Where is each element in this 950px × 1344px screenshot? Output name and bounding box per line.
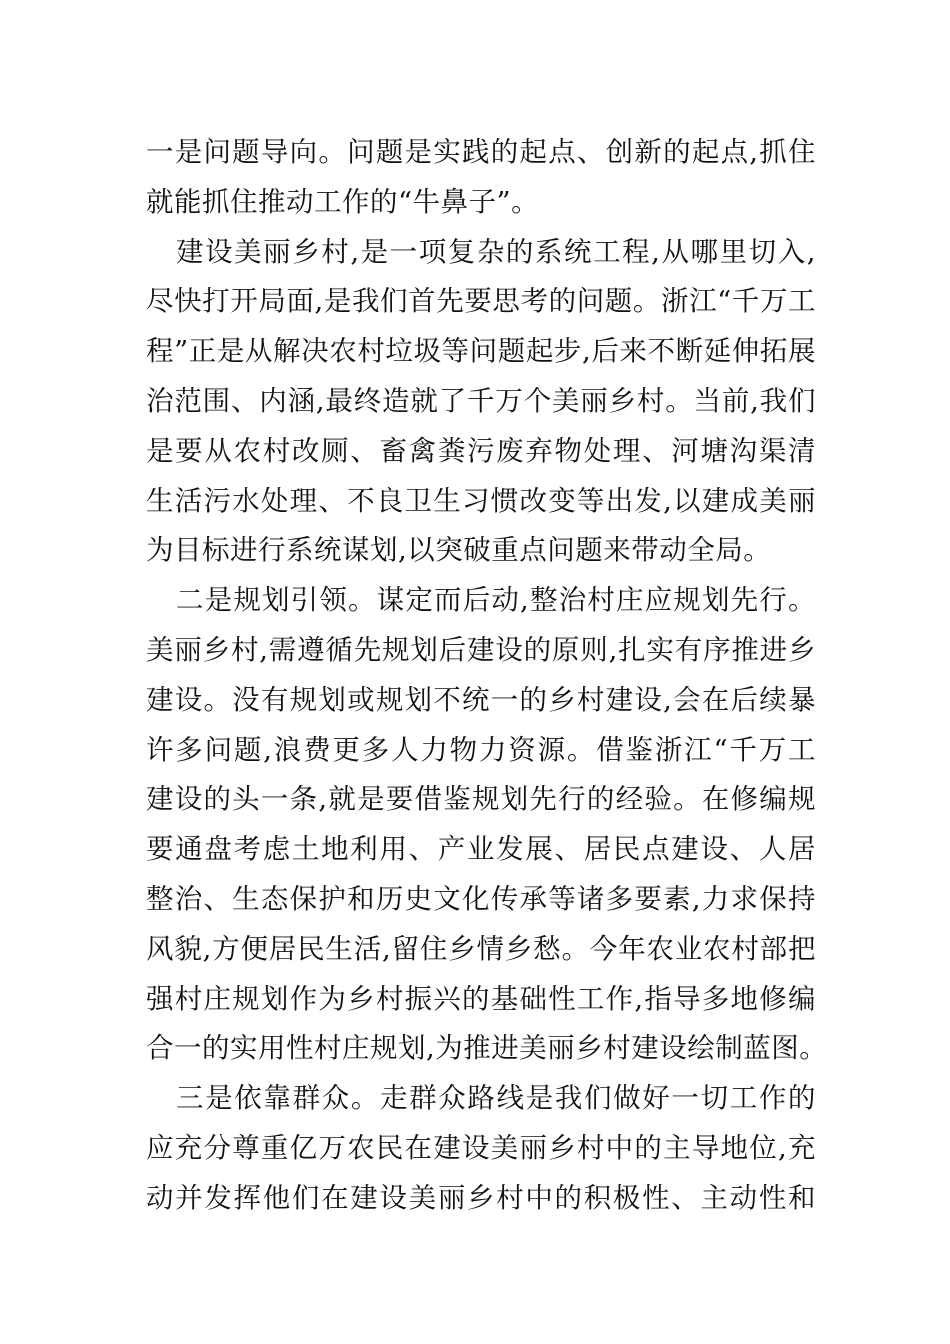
document-body bbox=[146, 128, 828, 1224]
text-line: 程”正是从解决农村垃圾等问题起步,后来不断延伸拓展 bbox=[146, 335, 816, 368]
text-line: 尽快打开局面,是我们首先要思考的问题。浙江“千万工 bbox=[146, 285, 816, 318]
text-line: 三是依靠群众。走群众路线是我们做好一切工作的 bbox=[176, 1082, 816, 1115]
text-line: 是要从农村改厕、畜禽粪污废弃物处理、河塘沟渠清 bbox=[146, 434, 816, 467]
text-line: 要通盘考虑土地利用、产业发展、居民点建设、人居 bbox=[146, 833, 816, 866]
text-line: 就能抓住推动工作的“牛鼻子”。 bbox=[146, 185, 540, 218]
text-line: 建设的头一条,就是要借鉴规划先行的经验。在修编规 bbox=[146, 783, 816, 816]
text-line: 美丽乡村,需遵循先规划后建设的原则,扎实有序推进乡 bbox=[146, 633, 816, 666]
text-line: 为目标进行系统谋划,以突破重点问题来带动全局。 bbox=[146, 534, 772, 567]
text-line: 生活污水处理、不良卫生习惯改变等出发,以建成美丽 bbox=[146, 484, 816, 517]
text-line: 许多问题,浪费更多人力物力资源。借鉴浙江“千万工 bbox=[146, 733, 816, 766]
text-line: 一是问题导向。问题是实践的起点、创新的起点,抓住 bbox=[146, 136, 816, 168]
text-line: 合一的实用性村庄规划,为推进美丽乡村建设绘制蓝图。 bbox=[146, 1032, 828, 1065]
text-line: 建设。没有规划或规划不统一的乡村建设,会在后续暴 bbox=[146, 683, 816, 716]
text-line: 风貌,方便居民生活,留住乡情乡愁。今年农业农村部把 bbox=[146, 932, 816, 965]
text-line: 强村庄规划作为乡村振兴的基础性工作,指导多地修编 bbox=[146, 982, 816, 1015]
text-line: 治范围、内涵,最终造就了千万个美丽乡村。当前,我们 bbox=[146, 384, 816, 417]
text-line: 应充分尊重亿万农民在建设美丽乡村中的主导地位,充 bbox=[146, 1131, 816, 1164]
text-line: 整治、生态保护和历史文化传承等诸多要素,力求保持 bbox=[146, 882, 816, 915]
text-line: 二是规划引领。谋定而后动,整治村庄应规划先行。 bbox=[176, 584, 816, 617]
text-line: 动并发挥他们在建设美丽乡村中的积极性、主动性和 bbox=[146, 1181, 816, 1214]
text-line: 建设美丽乡村,是一项复杂的系统工程,从哪里切入, bbox=[176, 235, 816, 268]
